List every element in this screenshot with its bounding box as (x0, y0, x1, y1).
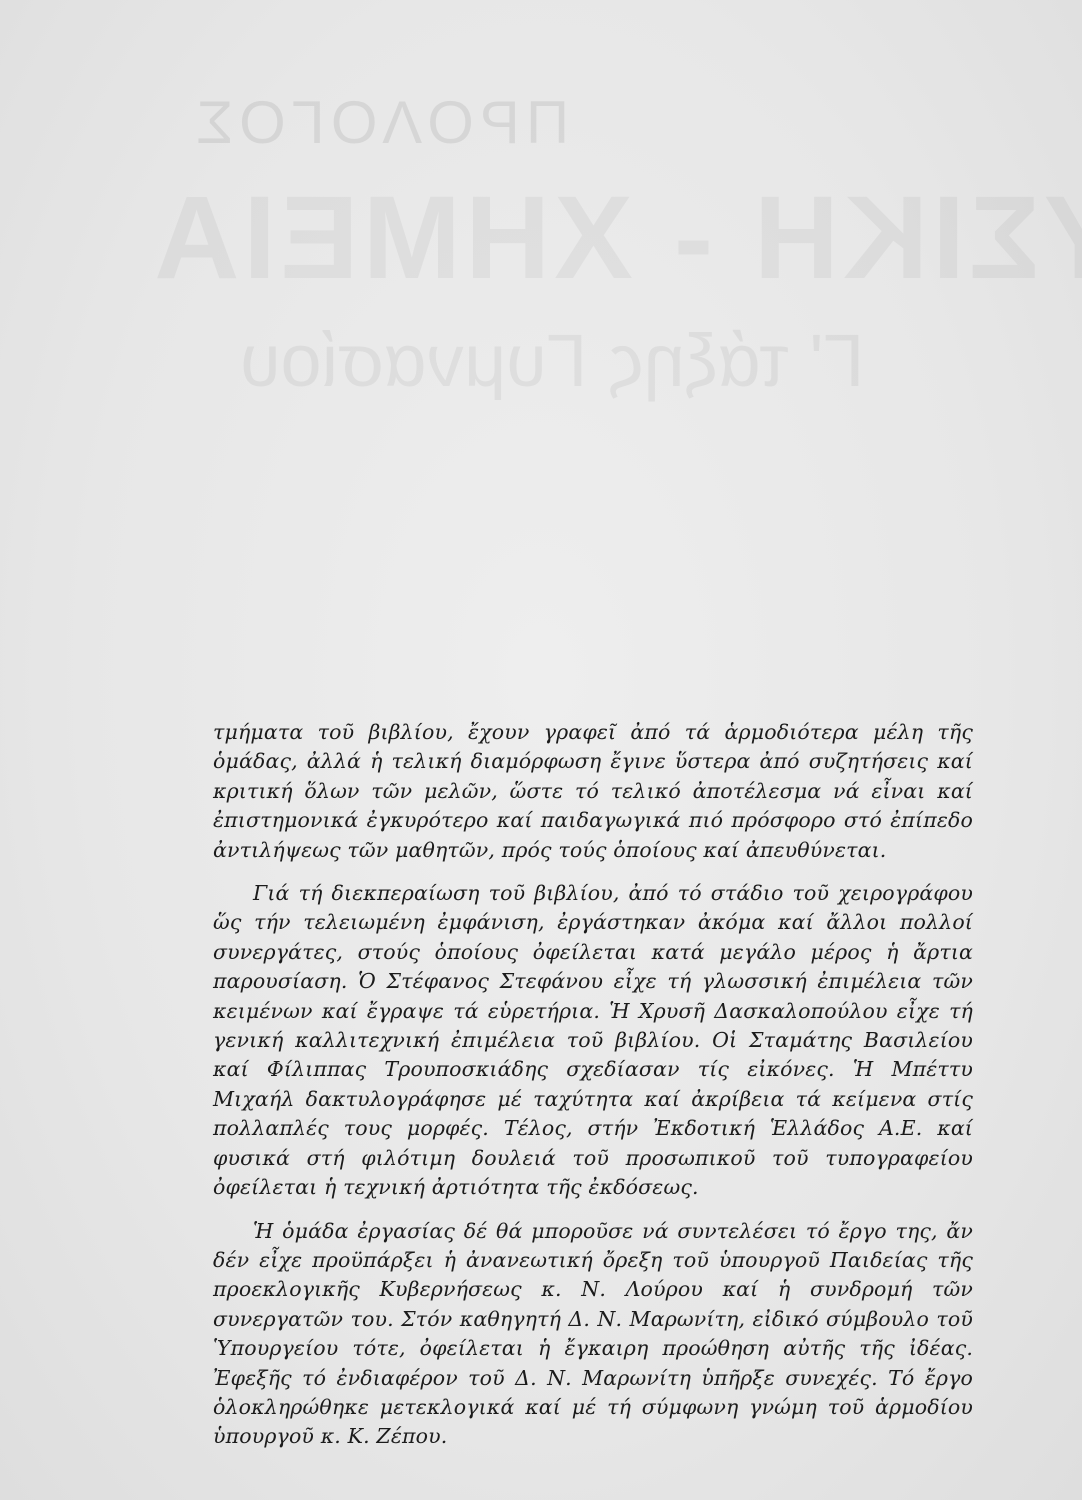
bleed-through-subtitle: Γ' τάξης Γυμνασίου (240, 319, 865, 402)
preface-body (213, 718, 973, 1452)
bleed-through-title (150, 170, 1082, 306)
paragraph-1: τμήματα τοῦ βιβλίου, ἔχουν γραφεῖ ἀπό τά ἁρμοδιότερα μέλη τῆς ὁμάδας, ἀλλά ἡ τελική διαμόρφωση ἔγινε ὕστερα ἀπό συζητήσεις καί κριτική ὅλων τῶν μελῶν, ὥστε τό τελικό ἀποτέλεσμα νά εἶναι καί ἐπιστημονικά ἐγκυρότερο καί παιδαγωγικά πιό πρόσφορο στό ἐπίπεδο ἀντιλήψεως τῶν μαθητῶν, πρός τούς ὁποίους καί ἀπευθύνεται. (213, 720, 973, 862)
paragraph-3: Ἡ ὁμάδα ἐργασίας δέ θά μποροῦσε νά συντελέσει τό ἔργο της, ἄν δέν εἶχε προϋπάρξει ἡ ἀνανεωτική ὄρεξη τοῦ ὑπουργοῦ Παιδείας τῆς προεκλογικῆς Κυβερνήσεως κ. Ν. Λούρου καί ἡ συνδρομή τῶν συνεργατῶν του. Στόν καθηγητή Δ. Ν. Μαρωνίτη, εἰδικό σύμβουλο τοῦ Ὑπουργείου τότε, ὀφείλεται ἡ ἔγκαιρη προώθηση αὐτῆς τῆς ἰδέας. Ἐφεξῆς τό ἐνδιαφέρον τοῦ Δ. Ν. Μαρωνίτη ὑπῆρξε συνεχές. Τό ἔργο ὁλοκληρώθηκε μετεκλογικά καί μέ τή σύμφωνη γνώμη τοῦ ἁρμοδίου ὑπουργοῦ κ. Κ. Ζέπου. (213, 1218, 973, 1449)
paragraph-2: Γιά τή διεκπεραίωση τοῦ βιβλίου, ἀπό τό στάδιο τοῦ χειρογράφου ὥς τήν τελειωμένη ἐμφάνιση, ἐργάστηκαν ἀκόμα καί ἄλλοι πολλοί συνεργάτες, στούς ὁποίους ὀφείλεται κατά μεγάλο μέρος ἡ ἄρτια παρουσίαση. Ὁ Στέφανος Στεφάνου εἶχε τή γλωσσική ἐπιμέλεια τῶν κειμένων καί ἔγραψε τά εὑρετήρια. Ἡ Χρυσῆ Δασκαλοπούλου εἶχε τή γενική καλλιτεχνική ἐπιμέλεια τοῦ βιβλίου. Οἱ Σταμάτης Βασιλείου καί Φίλιππας Τρουποσκιάδης σχεδίασαν τίς εἰκόνες. Ἡ Μπέττυ Μιχαήλ δακτυλογράφησε μέ ταχύτητα καί ἀκρίβεια τά κείμενα στίς πολλαπλές τους μορφές. Τέλος, στήν Ἐκδοτική Ἑλλάδος Α.Ε. καί φυσικά στή φιλότιμη δουλειά τοῦ προσωπικοῦ τοῦ τυπογραφείου ὀφείλεται ἡ τεχνική ἀρτιότητα τῆς ἐκδόσεως. (213, 881, 973, 1200)
bleed-through-heading: ΠΡΟΛΟΓΟΣ (190, 89, 570, 156)
